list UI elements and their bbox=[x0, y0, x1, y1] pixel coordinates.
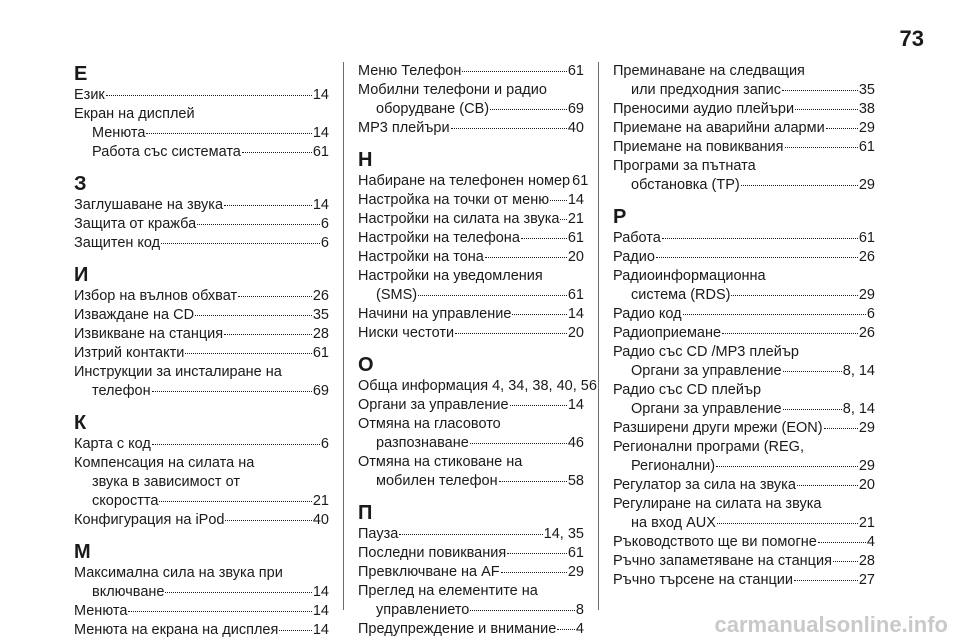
index-entry-page: 20 bbox=[567, 249, 584, 265]
index-entry bbox=[613, 248, 875, 267]
index-entry-text: управлението bbox=[376, 602, 470, 618]
index-entry bbox=[613, 138, 875, 157]
index-group bbox=[74, 540, 329, 640]
index-entry-page: 29 bbox=[858, 420, 875, 436]
index-entry-page: 26 bbox=[858, 325, 875, 341]
index-entry bbox=[358, 267, 584, 286]
index-entry-text: Настройки на телефона bbox=[358, 230, 520, 246]
index-entry-page: 40 bbox=[567, 120, 584, 136]
index-entry-text: Обща информация 4, 34, 38, 40, 56 bbox=[358, 378, 597, 394]
index-entry bbox=[74, 325, 329, 344]
leader-dots bbox=[470, 443, 567, 444]
leader-dots bbox=[146, 133, 311, 134]
index-entry-text: Менюта bbox=[92, 125, 146, 141]
leader-dots bbox=[165, 592, 311, 593]
index-entry bbox=[74, 287, 329, 306]
index-letter-heading: П bbox=[358, 502, 373, 524]
index-entry bbox=[358, 582, 584, 601]
leader-dots bbox=[224, 205, 312, 206]
index-entry bbox=[613, 419, 875, 438]
index-entry-text: Настройки на силата на звука bbox=[358, 211, 560, 227]
index-entry-page: 29 bbox=[858, 458, 875, 474]
index-entry bbox=[613, 157, 875, 176]
index-entry bbox=[358, 305, 584, 324]
index-entry-text: Настройка на точки от меню bbox=[358, 192, 550, 208]
index-entry-page: 26 bbox=[312, 288, 329, 304]
index-entry bbox=[74, 473, 329, 492]
index-group bbox=[74, 172, 329, 253]
index-letter-heading: О bbox=[358, 354, 374, 376]
index-entry bbox=[74, 234, 329, 253]
index-entry bbox=[74, 363, 329, 382]
leader-dots bbox=[550, 200, 567, 201]
index-entry bbox=[358, 472, 584, 491]
index-entry-page: 14 bbox=[312, 622, 329, 638]
leader-dots bbox=[560, 219, 566, 220]
index-entry bbox=[358, 620, 584, 639]
index-entry-text: Избор на вълнов обхват bbox=[74, 288, 238, 304]
index-entry-text: Приемане на аварийни аларми bbox=[613, 120, 825, 136]
leader-dots bbox=[731, 295, 857, 296]
index-entry-text: Защитен код bbox=[74, 235, 161, 251]
index-group bbox=[74, 263, 329, 401]
leader-dots bbox=[717, 523, 858, 524]
index-letter-heading: М bbox=[74, 541, 91, 563]
index-entry-page: 61 bbox=[858, 230, 875, 246]
leader-dots bbox=[783, 409, 842, 410]
index-entry-page: 20 bbox=[567, 325, 584, 341]
index-entry-text: Регулиране на силата на звука bbox=[613, 496, 822, 512]
leader-dots bbox=[722, 333, 858, 334]
index-entry-text: Инструкции за инсталиране на bbox=[74, 364, 282, 380]
index-entry-text: Конфигурация на iPod bbox=[74, 512, 225, 528]
index-entry-text: Приемане на повиквания bbox=[613, 139, 784, 155]
index-entry bbox=[74, 86, 329, 105]
index-entry bbox=[74, 124, 329, 143]
leader-dots bbox=[470, 610, 575, 611]
index-entry-page: 29 bbox=[858, 120, 875, 136]
index-letter-heading: Р bbox=[613, 206, 627, 228]
leader-dots bbox=[683, 314, 866, 315]
index-entry-text: включване bbox=[92, 584, 165, 600]
leader-dots bbox=[826, 128, 858, 129]
leader-dots bbox=[833, 561, 858, 562]
index-entry-page: 14 bbox=[567, 397, 584, 413]
leader-dots bbox=[159, 501, 311, 502]
index-entry-page: 6 bbox=[866, 306, 875, 322]
index-entry-text: телефон bbox=[92, 383, 151, 399]
index-entry-text: Карта с код bbox=[74, 436, 151, 452]
index-entry-page: 61 bbox=[572, 173, 589, 189]
index-entry-text: Преминаване на следващия bbox=[613, 63, 805, 79]
leader-dots bbox=[106, 95, 312, 96]
leader-dots bbox=[152, 391, 312, 392]
leader-dots bbox=[795, 109, 858, 110]
index-entry-text: Органи за управление bbox=[631, 401, 782, 417]
index-entry bbox=[613, 400, 875, 419]
index-entry-page: 6 bbox=[320, 436, 329, 452]
index-entry-page: 8, 14 bbox=[842, 401, 875, 417]
index-entry-text: Максимална сила на звука при bbox=[74, 565, 283, 581]
leader-dots bbox=[224, 334, 312, 335]
index-entry bbox=[358, 434, 584, 453]
index-group bbox=[358, 353, 597, 491]
index-column-1 bbox=[74, 62, 344, 638]
leader-dots bbox=[399, 534, 542, 535]
leader-dots bbox=[794, 580, 858, 581]
index-entry bbox=[358, 62, 584, 81]
index-entry bbox=[613, 343, 875, 362]
index-entry bbox=[358, 172, 589, 191]
index-entry-text: разпознаване bbox=[376, 435, 469, 451]
index-entry-text: Превключване на AF bbox=[358, 564, 500, 580]
index-entry-page: 27 bbox=[858, 572, 875, 588]
leader-dots bbox=[824, 428, 858, 429]
index-group bbox=[358, 148, 589, 343]
index-entry-text: Менюта на екрана на дисплея bbox=[74, 622, 279, 638]
leader-dots bbox=[185, 353, 311, 354]
index-group bbox=[613, 205, 875, 590]
index-entry bbox=[358, 377, 597, 396]
index-letter-heading: Е bbox=[74, 63, 88, 85]
leader-dots bbox=[785, 147, 858, 148]
index-entry-text: Радиоинформационна bbox=[613, 268, 766, 284]
index-entry bbox=[613, 495, 875, 514]
index-entry bbox=[74, 344, 329, 363]
index-entry bbox=[74, 105, 329, 124]
index-entry-text: Ръчно запаметяване на станция bbox=[613, 553, 832, 569]
leader-dots bbox=[152, 444, 320, 445]
index-entry-text: MP3 плейъри bbox=[358, 120, 450, 136]
index-entry-page: 61 bbox=[312, 345, 329, 361]
index-entry bbox=[74, 382, 329, 401]
index-entry-text: Радио bbox=[613, 249, 655, 265]
index-group bbox=[358, 62, 584, 138]
index-entry-text: Отмяна на гласовото bbox=[358, 416, 501, 432]
index-entry-text: Настройки на уведомления bbox=[358, 268, 543, 284]
index-entry-page: 29 bbox=[858, 177, 875, 193]
index-group bbox=[613, 62, 875, 195]
leader-dots bbox=[225, 520, 311, 521]
index-entry-text: Предупреждение и внимание bbox=[358, 621, 557, 637]
index-entry-text: Работа bbox=[613, 230, 661, 246]
index-entry bbox=[613, 119, 875, 138]
index-entry bbox=[74, 492, 329, 511]
index-entry-page: 6 bbox=[320, 235, 329, 251]
index-entry-page: 4 bbox=[866, 534, 875, 550]
leader-dots bbox=[662, 238, 858, 239]
leader-dots bbox=[451, 128, 567, 129]
index-entry bbox=[613, 476, 875, 495]
leader-dots bbox=[238, 296, 312, 297]
index-entry bbox=[74, 621, 329, 640]
index-entry-text: Органи за управление bbox=[631, 363, 782, 379]
index-group bbox=[74, 62, 329, 162]
index-entry-page: 20 bbox=[858, 477, 875, 493]
index-entry-text: Набиране на телефонен номер bbox=[358, 173, 571, 189]
index-entry-page: 14 bbox=[312, 603, 329, 619]
index-entry-text: обстановка (TP) bbox=[631, 177, 740, 193]
leader-dots bbox=[512, 314, 566, 315]
index-column-2 bbox=[344, 62, 599, 637]
index-entry-page: 14 bbox=[312, 584, 329, 600]
index-entry-text: оборудване (CB) bbox=[376, 101, 490, 117]
index-entry-page: 29 bbox=[567, 564, 584, 580]
index-entry-text: на вход AUX bbox=[631, 515, 716, 531]
leader-dots bbox=[197, 224, 320, 225]
index-entry bbox=[74, 602, 329, 621]
index-entry bbox=[74, 143, 329, 162]
index-entry-page: 29 bbox=[858, 287, 875, 303]
index-entry-text: Радио със CD плейър bbox=[613, 382, 762, 398]
index-entry-page: 69 bbox=[312, 383, 329, 399]
leader-dots bbox=[521, 238, 567, 239]
leader-dots bbox=[490, 109, 567, 110]
index-entry-page: 61 bbox=[858, 139, 875, 155]
index-entry-page: 35 bbox=[858, 82, 875, 98]
leader-dots bbox=[128, 611, 311, 612]
index-entry-page: 14 bbox=[312, 197, 329, 213]
index-entry-text: Изваждане на CD bbox=[74, 307, 195, 323]
index-entry-text: Ръководството ще ви помогне bbox=[613, 534, 817, 550]
index-entry bbox=[358, 210, 584, 229]
index-entry bbox=[613, 81, 875, 100]
index-column-3 bbox=[599, 62, 889, 610]
index-entry bbox=[613, 267, 875, 286]
leader-dots bbox=[510, 405, 567, 406]
index-entry bbox=[613, 381, 875, 400]
index-entry-page: 28 bbox=[858, 553, 875, 569]
leader-dots bbox=[782, 90, 858, 91]
index-entry-text: Работа със системата bbox=[92, 144, 241, 160]
index-entry-text: скоростта bbox=[92, 493, 159, 509]
index-entry bbox=[613, 457, 875, 476]
index-entry-text: Радио код bbox=[613, 306, 682, 322]
index-entry-page: 61 bbox=[567, 545, 584, 561]
index-entry bbox=[613, 324, 875, 343]
index-entry bbox=[358, 286, 584, 305]
leader-dots bbox=[455, 333, 567, 334]
index-letter-heading: Н bbox=[358, 149, 373, 171]
leader-dots bbox=[195, 315, 312, 316]
index-entry bbox=[358, 453, 584, 472]
leader-dots bbox=[557, 629, 575, 630]
leader-dots bbox=[656, 257, 858, 258]
index-entry-page: 14, 35 bbox=[543, 526, 584, 542]
leader-dots bbox=[741, 185, 858, 186]
leader-dots bbox=[507, 553, 567, 554]
index-entry-text: (SMS) bbox=[376, 287, 418, 303]
index-entry-page: 8, 14 bbox=[842, 363, 875, 379]
index-entry-page: 28 bbox=[312, 326, 329, 342]
index-entry-text: система (RDS) bbox=[631, 287, 731, 303]
index-entry bbox=[358, 248, 584, 267]
index-entry bbox=[74, 215, 329, 234]
index-entry-text: Начини на управление bbox=[358, 306, 512, 322]
index-entry bbox=[358, 100, 584, 119]
index-entry-text: Разширени други мрежи (EON) bbox=[613, 420, 823, 436]
index-entry-page: 4 bbox=[575, 621, 584, 637]
index-entry-text: Пауза bbox=[358, 526, 399, 542]
leader-dots bbox=[418, 295, 567, 296]
index-entry bbox=[613, 571, 875, 590]
index-entry-page: 58 bbox=[567, 473, 584, 489]
index-entry-page: 14 bbox=[567, 192, 584, 208]
index-entry-text: Меню Телефон bbox=[358, 63, 462, 79]
index-entry-page: 21 bbox=[312, 493, 329, 509]
index-entry bbox=[358, 119, 584, 138]
index-entry-text: Извикване на станция bbox=[74, 326, 224, 342]
index-entry-text: Екран на дисплей bbox=[74, 106, 195, 122]
index-entry-text: Радиоприемане bbox=[613, 325, 722, 341]
index-entry bbox=[613, 305, 875, 324]
index-letter-heading: И bbox=[74, 264, 89, 286]
index-entry-text: Менюта bbox=[74, 603, 128, 619]
index-entry-text: Отмяна на стиковане на bbox=[358, 454, 523, 470]
index-entry bbox=[613, 533, 875, 552]
leader-dots bbox=[716, 466, 858, 467]
index-entry bbox=[74, 306, 329, 325]
index-entry-page: 46 bbox=[567, 435, 584, 451]
index-entry-page: 14 bbox=[567, 306, 584, 322]
index-entry bbox=[613, 62, 875, 81]
index-entry bbox=[613, 438, 875, 457]
index-entry-text: Компенсация на силата на bbox=[74, 455, 255, 471]
index-entry bbox=[613, 552, 875, 571]
index-entry-page: 14 bbox=[312, 125, 329, 141]
index-entry bbox=[74, 564, 329, 583]
index-group bbox=[358, 501, 584, 639]
index-entry-page: 21 bbox=[567, 211, 584, 227]
index-entry bbox=[613, 229, 875, 248]
leader-dots bbox=[783, 371, 842, 372]
leader-dots bbox=[462, 71, 566, 72]
index-entry-text: Настройки на тона bbox=[358, 249, 484, 265]
index-entry bbox=[74, 435, 329, 454]
index-entry-text: Заглушаване на звука bbox=[74, 197, 224, 213]
index-letter-heading: З bbox=[74, 173, 87, 195]
index-entry-text: Програми за пътната bbox=[613, 158, 756, 174]
index-entry-text: мобилен телефон bbox=[376, 473, 498, 489]
index-entry-text: Преносими аудио плейъри bbox=[613, 101, 795, 117]
index-entry bbox=[358, 601, 584, 620]
index-entry-page: 35 bbox=[312, 307, 329, 323]
index-entry-text: Регулатор за сила на звука bbox=[613, 477, 796, 493]
index-entry-text: Ръчно търсене на станции bbox=[613, 572, 793, 588]
leader-dots bbox=[485, 257, 567, 258]
index-entry-text: Ниски честоти bbox=[358, 325, 455, 341]
index-entry bbox=[613, 362, 875, 381]
index-entry bbox=[358, 525, 584, 544]
index-entry-page: 38 bbox=[858, 101, 875, 117]
index-entry bbox=[358, 324, 584, 343]
leader-dots bbox=[797, 485, 858, 486]
index-entry-page: 61 bbox=[312, 144, 329, 160]
index-entry bbox=[74, 511, 329, 530]
index-entry bbox=[613, 176, 875, 195]
index-entry-text: Регионални) bbox=[631, 458, 716, 474]
index-entry bbox=[358, 563, 584, 582]
index-entry bbox=[358, 229, 584, 248]
index-entry-text: Органи за управление bbox=[358, 397, 509, 413]
index-entry-text: Изтрий контакти bbox=[74, 345, 185, 361]
index-entry-text: Преглед на елементите на bbox=[358, 583, 538, 599]
index-entry bbox=[358, 191, 584, 210]
leader-dots bbox=[818, 542, 866, 543]
index-entry-text: или предходния запис bbox=[631, 82, 782, 98]
index-entry-page: 69 bbox=[567, 101, 584, 117]
index-entry-text: Език bbox=[74, 87, 105, 103]
index-entry-text: Мобилни телефони и радио bbox=[358, 82, 547, 98]
index-entry bbox=[74, 583, 329, 602]
index-group bbox=[74, 411, 329, 530]
leader-dots bbox=[499, 481, 567, 482]
index-entry-page: 14 bbox=[312, 87, 329, 103]
index-entry-page: 61 bbox=[567, 230, 584, 246]
index-entry-page: 8 bbox=[575, 602, 584, 618]
index-entry-text: звука в зависимост от bbox=[92, 474, 240, 490]
index-entry-page: 21 bbox=[858, 515, 875, 531]
index-entry bbox=[74, 196, 329, 215]
index-entry bbox=[613, 514, 875, 533]
index-letter-heading: К bbox=[74, 412, 87, 434]
index-entry-page: 40 bbox=[312, 512, 329, 528]
index-entry-page: 6 bbox=[320, 216, 329, 232]
watermark: carmanualsonline.info bbox=[714, 612, 948, 637]
index-entry-page: 61 bbox=[567, 63, 584, 79]
index-entry bbox=[358, 544, 584, 563]
leader-dots bbox=[279, 630, 312, 631]
index-entry bbox=[358, 81, 584, 100]
index-entry bbox=[613, 100, 875, 119]
index-entry-page: 26 bbox=[858, 249, 875, 265]
leader-dots bbox=[242, 152, 312, 153]
index-entry bbox=[358, 396, 584, 415]
index-entry-text: Последни повиквания bbox=[358, 545, 507, 561]
leader-dots bbox=[161, 243, 320, 244]
index-entry-page: 61 bbox=[567, 287, 584, 303]
page-number: 73 bbox=[899, 26, 924, 51]
index-entry-text: Регионални програми (REG, bbox=[613, 439, 804, 455]
index-entry bbox=[613, 286, 875, 305]
index-entry bbox=[358, 415, 584, 434]
index-entry-text: Радио със CD /MP3 плейър bbox=[613, 344, 799, 360]
index-entry-text: Защита от кражба bbox=[74, 216, 197, 232]
leader-dots bbox=[501, 572, 567, 573]
index-entry bbox=[74, 454, 329, 473]
